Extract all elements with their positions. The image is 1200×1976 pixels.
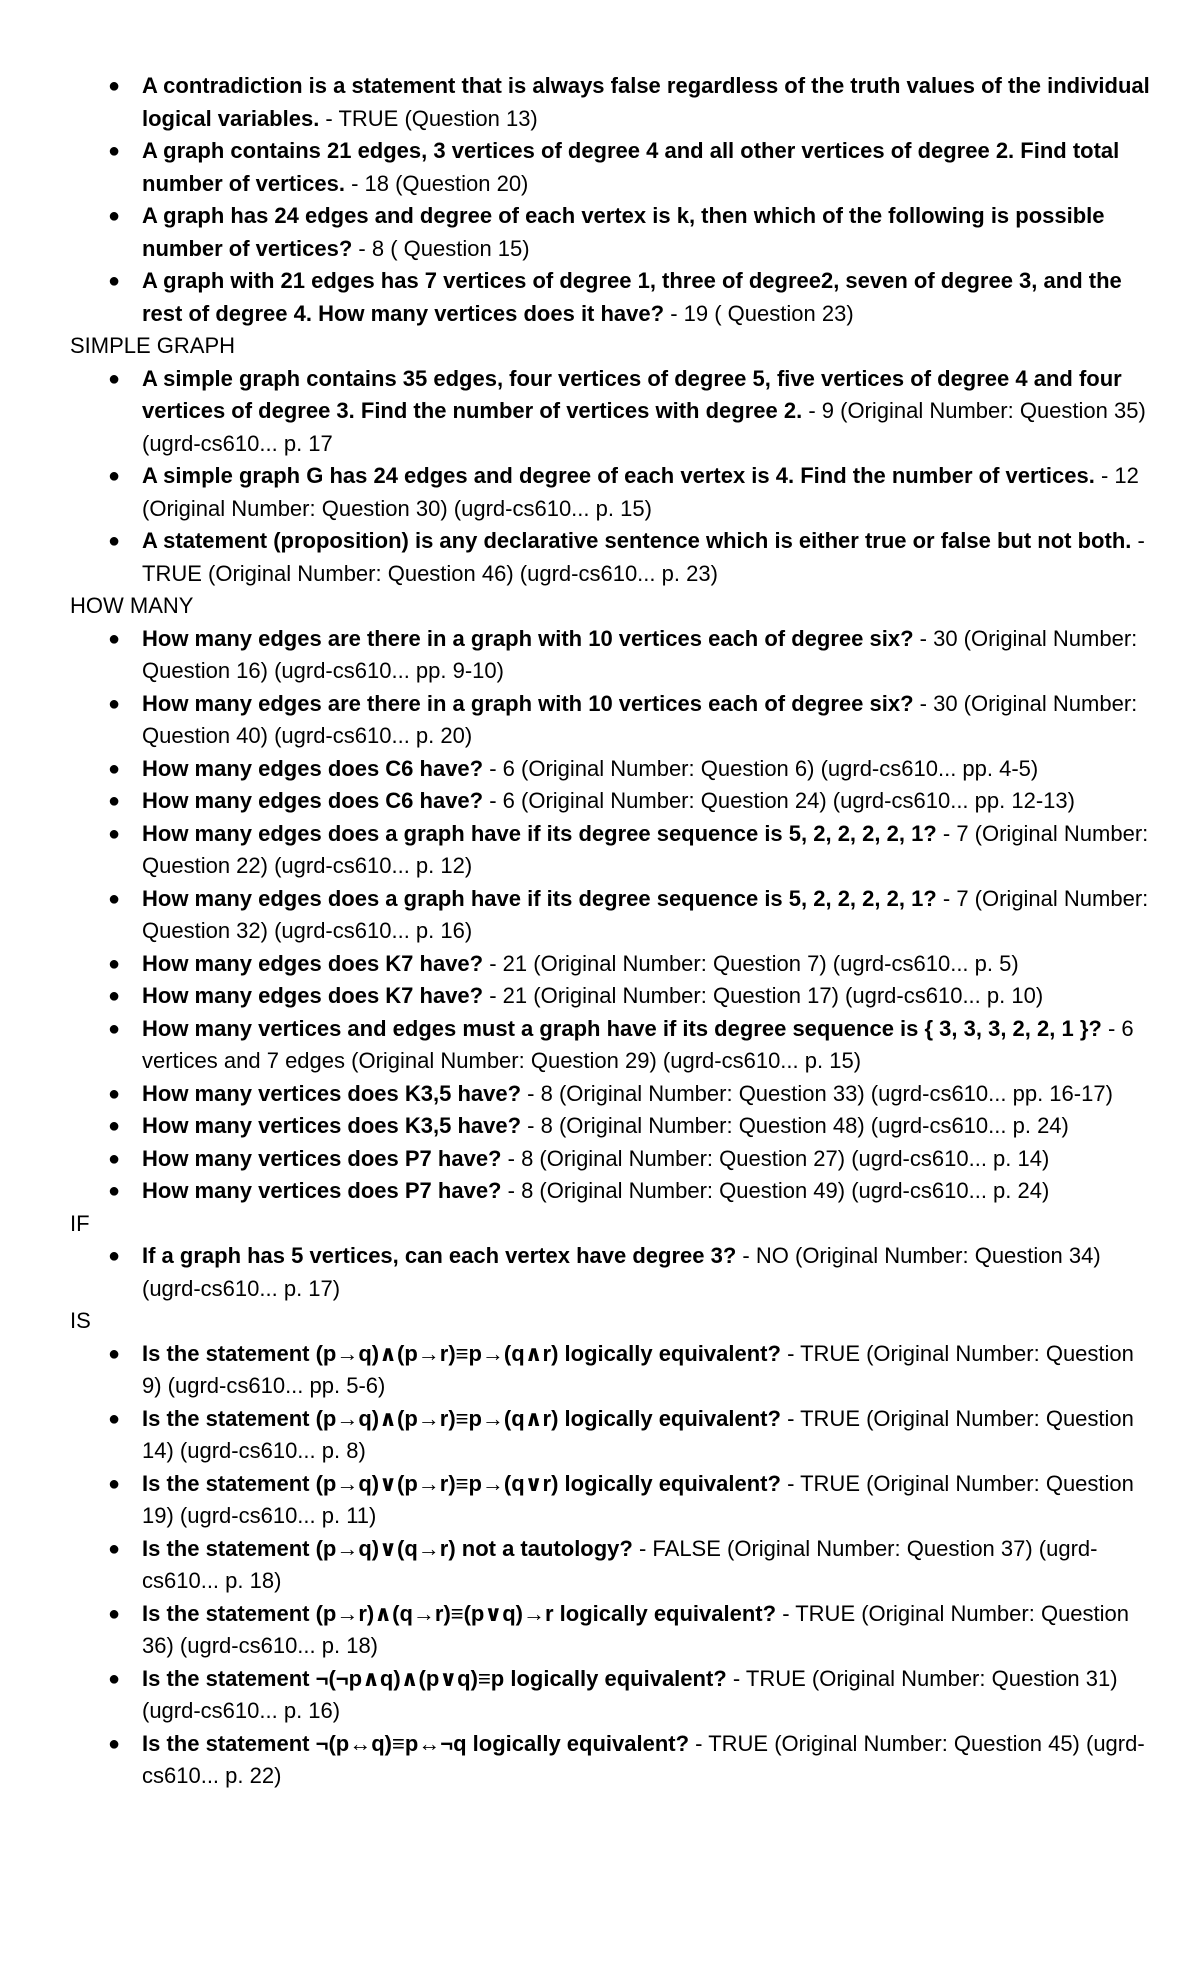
question-text: How many edges are there in a graph with 10 vertices each of degree six? [142,625,914,651]
bullet-icon: ● [108,75,121,97]
answer-text: 9 (Original Number: Question 35) (ugrd-cs610... p. 17 [142,398,1146,456]
answer-text: 7 (Original Number: Question 22) (ugrd-cs610... p. 12) [142,820,1149,878]
question-item: ● How many edges does K7 have? - 21 (Original Number: Question 17) (ugrd-cs610... p. 10) [70,980,1150,1013]
question-item: ● How many edges does a graph have if its degree sequence is 5, 2, 2, 2, 2, 1? - 7 (Original Number: Question 32) (ugrd-cs610... p. 16) [70,883,1150,948]
bullet-icon: ● [108,1537,121,1560]
question-list [70,623,1150,1208]
bullet-icon: ● [108,465,121,487]
question-item: ● How many edges does C6 have? - 6 (Original Number: Question 6) (ugrd-cs610... pp. 4-5) [70,753,1150,786]
bullet-icon: ● [108,140,121,162]
answer-text: 8 (Original Number: Question 49) (ugrd-cs610... p. 24) [521,1178,1050,1203]
question-item: ● A simple graph contains 35 edges, four vertices of degree 5, five vertices of degree 4 and four vertices of degree 3. Find the number of vertices with degree 2. - 9 (Original Number: Question 35) (ugrd-cs610... p. 17 [70,363,1150,461]
question-text: A simple graph G has 24 edges and degree of each vertex is 4. Find the number of vertices. [142,463,1095,488]
question-item: ● Is the statement (p→q)∧(p→r)≡p→(q∧r) logically equivalent? - TRUE (Original Number: Question 14) (ugrd-cs610... p. 8) [70,1403,1150,1468]
question-item: ● Is the statement ¬(¬p∧q)∧(p∨q)≡p logically equivalent? - TRUE (Original Number: Question 31) (ugrd-cs610... p. 16) [70,1663,1150,1728]
bullet-icon: ● [108,367,121,390]
section-heading: SIMPLE GRAPH [70,333,236,358]
answer-text: TRUE (Original Number: Question 46) (ugrd-cs610... p. 23) [142,560,718,586]
question-list [70,1240,1150,1305]
question-text: How many edges does K7 have? [142,950,484,976]
bullet-icon: ● [108,692,121,715]
question-text: A graph contains 21 edges, 3 vertices of degree 4 and all other vertices of degree 2. Find total number of vertices. [142,138,1120,196]
question-item: ● Is the statement (p→q)∧(p→r)≡p→(q∧r) logically equivalent? - TRUE (Original Number: Question 9) (ugrd-cs610... pp. 5-6) [70,1338,1150,1403]
question-item: ● How many vertices does K3,5 have? - 8 (Original Number: Question 33) (ugrd-cs610... pp. 16-17) [70,1078,1150,1111]
answer-text: 6 vertices and 7 edges (Original Number: Question 29) (ugrd-cs610... p. 15) [142,1015,1134,1073]
answer-text: 8 (Original Number: Question 27) (ugrd-cs610... p. 14) [521,1145,1050,1171]
question-item: ● How many edges are there in a graph with 10 vertices each of degree six? - 30 (Original Number: Question 40) (ugrd-cs610... p. 20) [70,688,1150,753]
bullet-icon: ● [108,205,121,227]
question-text: A graph has 24 edges and degree of each vertex is k, then which of the following is possible number of vertices? [142,203,1105,261]
answer-text: TRUE (Original Number: Question 31) (ugrd-cs610... p. 16) [142,1665,1118,1723]
question-item: ● A graph contains 21 edges, 3 vertices of degree 4 and all other vertices of degree 2. Find total number of vertices. - 18 (Question 20) [70,135,1150,200]
question-item: ● A statement (proposition) is any declarative sentence which is either true or false but not both. - TRUE (Original Number: Question 46) (ugrd-cs610... p. 23) [70,525,1150,590]
question-item: ● How many edges does a graph have if its degree sequence is 5, 2, 2, 2, 2, 1? - 7 (Original Number: Question 22) (ugrd-cs610... p. 12) [70,818,1150,883]
question-item: ● A contradiction is a statement that is always false regardless of the truth values of the individual logical variables. - TRUE (Question 13) [70,70,1150,135]
question-text: Is the statement (p→q)∧(p→r)≡p→(q∧r) logically equivalent? [142,1405,781,1431]
bullet-icon: ● [108,270,121,292]
bullet-icon: ● [108,1180,121,1202]
answer-text: FALSE (Original Number: Question 37) (ugrd-cs610... p. 18) [142,1535,1098,1593]
answer-text: 12 (Original Number: Question 30) (ugrd-cs610... p. 15) [142,463,1139,521]
bullet-icon: ● [108,1472,121,1495]
question-text: Is the statement (p→q)∧(p→r)≡p→(q∧r) logically equivalent? [142,1340,781,1366]
answer-text: 18 (Question 20) [364,170,529,196]
question-item: ● Is the statement (p→r)∧(q→r)≡(p∨q)→r logically equivalent? - TRUE (Original Number: Question 36) (ugrd-cs610... p. 18) [70,1598,1150,1663]
question-text: How many vertices does P7 have? [142,1178,502,1203]
section-heading: IF [70,1210,90,1236]
bullet-icon: ● [108,1017,121,1040]
question-item: ● How many edges does C6 have? - 6 (Original Number: Question 24) (ugrd-cs610... pp. 12-13) [70,785,1150,818]
answer-text: TRUE (Original Number: Question 19) (ugrd-cs610... p. 11) [142,1470,1134,1528]
bullet-icon: ● [108,985,121,1007]
answer-text: 8 ( Question 15) [371,235,530,261]
bullet-icon: ● [108,790,121,812]
answer-text: 7 (Original Number: Question 32) (ugrd-cs610... p. 16) [142,885,1149,943]
answer-text: 8 (Original Number: Question 48) (ugrd-cs610... p. 24) [540,1113,1069,1138]
question-item: ● Is the statement (p→q)∨(p→r)≡p→(q∨r) logically equivalent? - TRUE (Original Number: Question 19) (ugrd-cs610... p. 11) [70,1468,1150,1533]
question-item: ● A graph with 21 edges has 7 vertices of degree 1, three of degree2, seven of degree 3, and the rest of degree 4. How many vertices does it have? - 19 ( Question 23) [70,265,1150,330]
answer-text: TRUE (Original Number: Question 36) (ugrd-cs610... p. 18) [142,1600,1130,1658]
bullet-icon: ● [108,1667,121,1690]
bullet-icon: ● [108,530,121,552]
question-text: How many edges does C6 have? [142,755,484,781]
question-text: A statement (proposition) is any declarative sentence which is either true or false but not both. [142,528,1132,553]
bullet-icon: ● [108,1147,121,1170]
question-text: How many edges are there in a graph with 10 vertices each of degree six? [142,690,914,716]
question-text: Is the statement (p→q)∨(p→r)≡p→(q∨r) logically equivalent? [142,1470,781,1496]
bullet-icon: ● [108,1245,121,1267]
answer-text: 8 (Original Number: Question 33) (ugrd-cs610... pp. 16-17) [540,1080,1113,1106]
question-text: How many vertices and edges must a graph have if its degree sequence is { 3, 3, 3, 2, 2, 1 }? [142,1015,1102,1041]
question-item: ● How many vertices does P7 have? - 8 (Original Number: Question 49) (ugrd-cs610... p. 24) [70,1175,1150,1208]
question-item: ● A graph has 24 edges and degree of each vertex is k, then which of the following is possible number of vertices? - 8 ( Question 15) [70,200,1150,265]
question-list [70,1338,1150,1793]
question-item: ● How many edges does K7 have? - 21 (Original Number: Question 7) (ugrd-cs610... p. 5) [70,948,1150,981]
answer-text: TRUE (Question 13) [338,105,538,131]
answer-text: TRUE (Original Number: Question 45) (ugrd-cs610... p. 22) [142,1730,1145,1788]
bullet-icon: ● [108,887,121,910]
answer-text: 30 (Original Number: Question 16) (ugrd-cs610... pp. 9-10) [142,625,1138,683]
bullet-icon: ● [108,1407,121,1430]
question-text: A simple graph contains 35 edges, four vertices of degree 5, five vertices of degree 4 and four vertices of degree 3. Find the number of vertices with degree 2. [142,365,1122,423]
question-text: How many vertices does K3,5 have? [142,1080,522,1106]
question-item: ● Is the statement ¬(p↔q)≡p↔¬q logically equivalent? - TRUE (Original Number: Question 45) (ugrd-cs610... p. 22) [70,1728,1150,1793]
question-text: How many vertices does P7 have? [142,1145,502,1171]
question-text: A graph with 21 edges has 7 vertices of degree 1, three of degree2, seven of degree 3, and the rest of degree 4. How many vertices does it have? [142,268,1122,326]
question-item: ● How many vertices does P7 have? - 8 (Original Number: Question 27) (ugrd-cs610... p. 14) [70,1143,1150,1176]
answer-text: 19 ( Question 23) [683,300,854,326]
question-list [70,363,1150,591]
question-list [70,70,1150,330]
section-heading: IS [70,1308,91,1333]
answer-text: TRUE (Original Number: Question 9) (ugrd-cs610... pp. 5-6) [142,1340,1134,1398]
bullet-icon: ● [108,627,121,650]
bullet-icon: ● [108,822,121,845]
answer-text: NO (Original Number: Question 34) (ugrd-cs610... p. 17) [142,1243,1101,1301]
section-heading: HOW MANY [70,593,194,618]
answer-text: 6 (Original Number: Question 24) (ugrd-cs610... pp. 12-13) [502,788,1075,813]
answer-text: 21 (Original Number: Question 17) (ugrd-cs610... p. 10) [502,983,1044,1008]
question-item: ● How many edges are there in a graph with 10 vertices each of degree six? - 30 (Original Number: Question 16) (ugrd-cs610... pp. 9-10) [70,623,1150,688]
bullet-icon: ● [108,1115,121,1137]
question-text: How many vertices does K3,5 have? [142,1113,522,1138]
question-text: How many edges does C6 have? [142,788,484,813]
question-item: ● How many vertices does K3,5 have? - 8 (Original Number: Question 48) (ugrd-cs610... p. 24) [70,1110,1150,1143]
bullet-icon: ● [108,952,121,975]
bullet-icon: ● [108,1602,121,1625]
question-text: How many edges does a graph have if its degree sequence is 5, 2, 2, 2, 2, 1? [142,885,937,911]
bullet-icon: ● [108,1082,121,1105]
question-text: Is the statement ¬(p↔q)≡p↔¬q logically equivalent? [142,1730,690,1756]
question-text: Is the statement (p→r)∧(q→r)≡(p∨q)→r logically equivalent? [142,1600,777,1626]
question-text: A contradiction is a statement that is always false regardless of the truth values of the individual logical variables. [142,73,1150,131]
answer-text: TRUE (Original Number: Question 14) (ugrd-cs610... p. 8) [142,1405,1134,1463]
question-item: ● A simple graph G has 24 edges and degree of each vertex is 4. Find the number of vertices. - 12 (Original Number: Question 30) (ugrd-cs610... p. 15) [70,460,1150,525]
bullet-icon: ● [108,1342,121,1365]
question-text: How many edges does K7 have? [142,983,484,1008]
answer-text: 6 (Original Number: Question 6) (ugrd-cs610... pp. 4-5) [502,755,1039,781]
question-item: ● If a graph has 5 vertices, can each vertex have degree 3? - NO (Original Number: Question 34) (ugrd-cs610... p. 17) [70,1240,1150,1305]
answer-text: 30 (Original Number: Question 40) (ugrd-cs610... p. 20) [142,690,1138,748]
question-text: Is the statement (p→q)∨(q→r) not a tautology? [142,1535,633,1561]
question-text: If a graph has 5 vertices, can each vertex have degree 3? [142,1243,737,1268]
bullet-icon: ● [108,1732,121,1755]
question-item: ● Is the statement (p→q)∨(q→r) not a tautology? - FALSE (Original Number: Question 37) (ugrd-cs610... p. 18) [70,1533,1150,1598]
question-text: Is the statement ¬(¬p∧q)∧(p∨q)≡p logically equivalent? [142,1665,727,1691]
bullet-icon: ● [108,757,121,780]
answer-text: 21 (Original Number: Question 7) (ugrd-cs610... p. 5) [502,950,1019,976]
question-item: ● How many vertices and edges must a graph have if its degree sequence is { 3, 3, 3, 2, 2, 1 }? - 6 vertices and 7 edges (Original Number: Question 29) (ugrd-cs610... p. 15) [70,1013,1150,1078]
question-text: How many edges does a graph have if its degree sequence is 5, 2, 2, 2, 2, 1? [142,820,937,846]
